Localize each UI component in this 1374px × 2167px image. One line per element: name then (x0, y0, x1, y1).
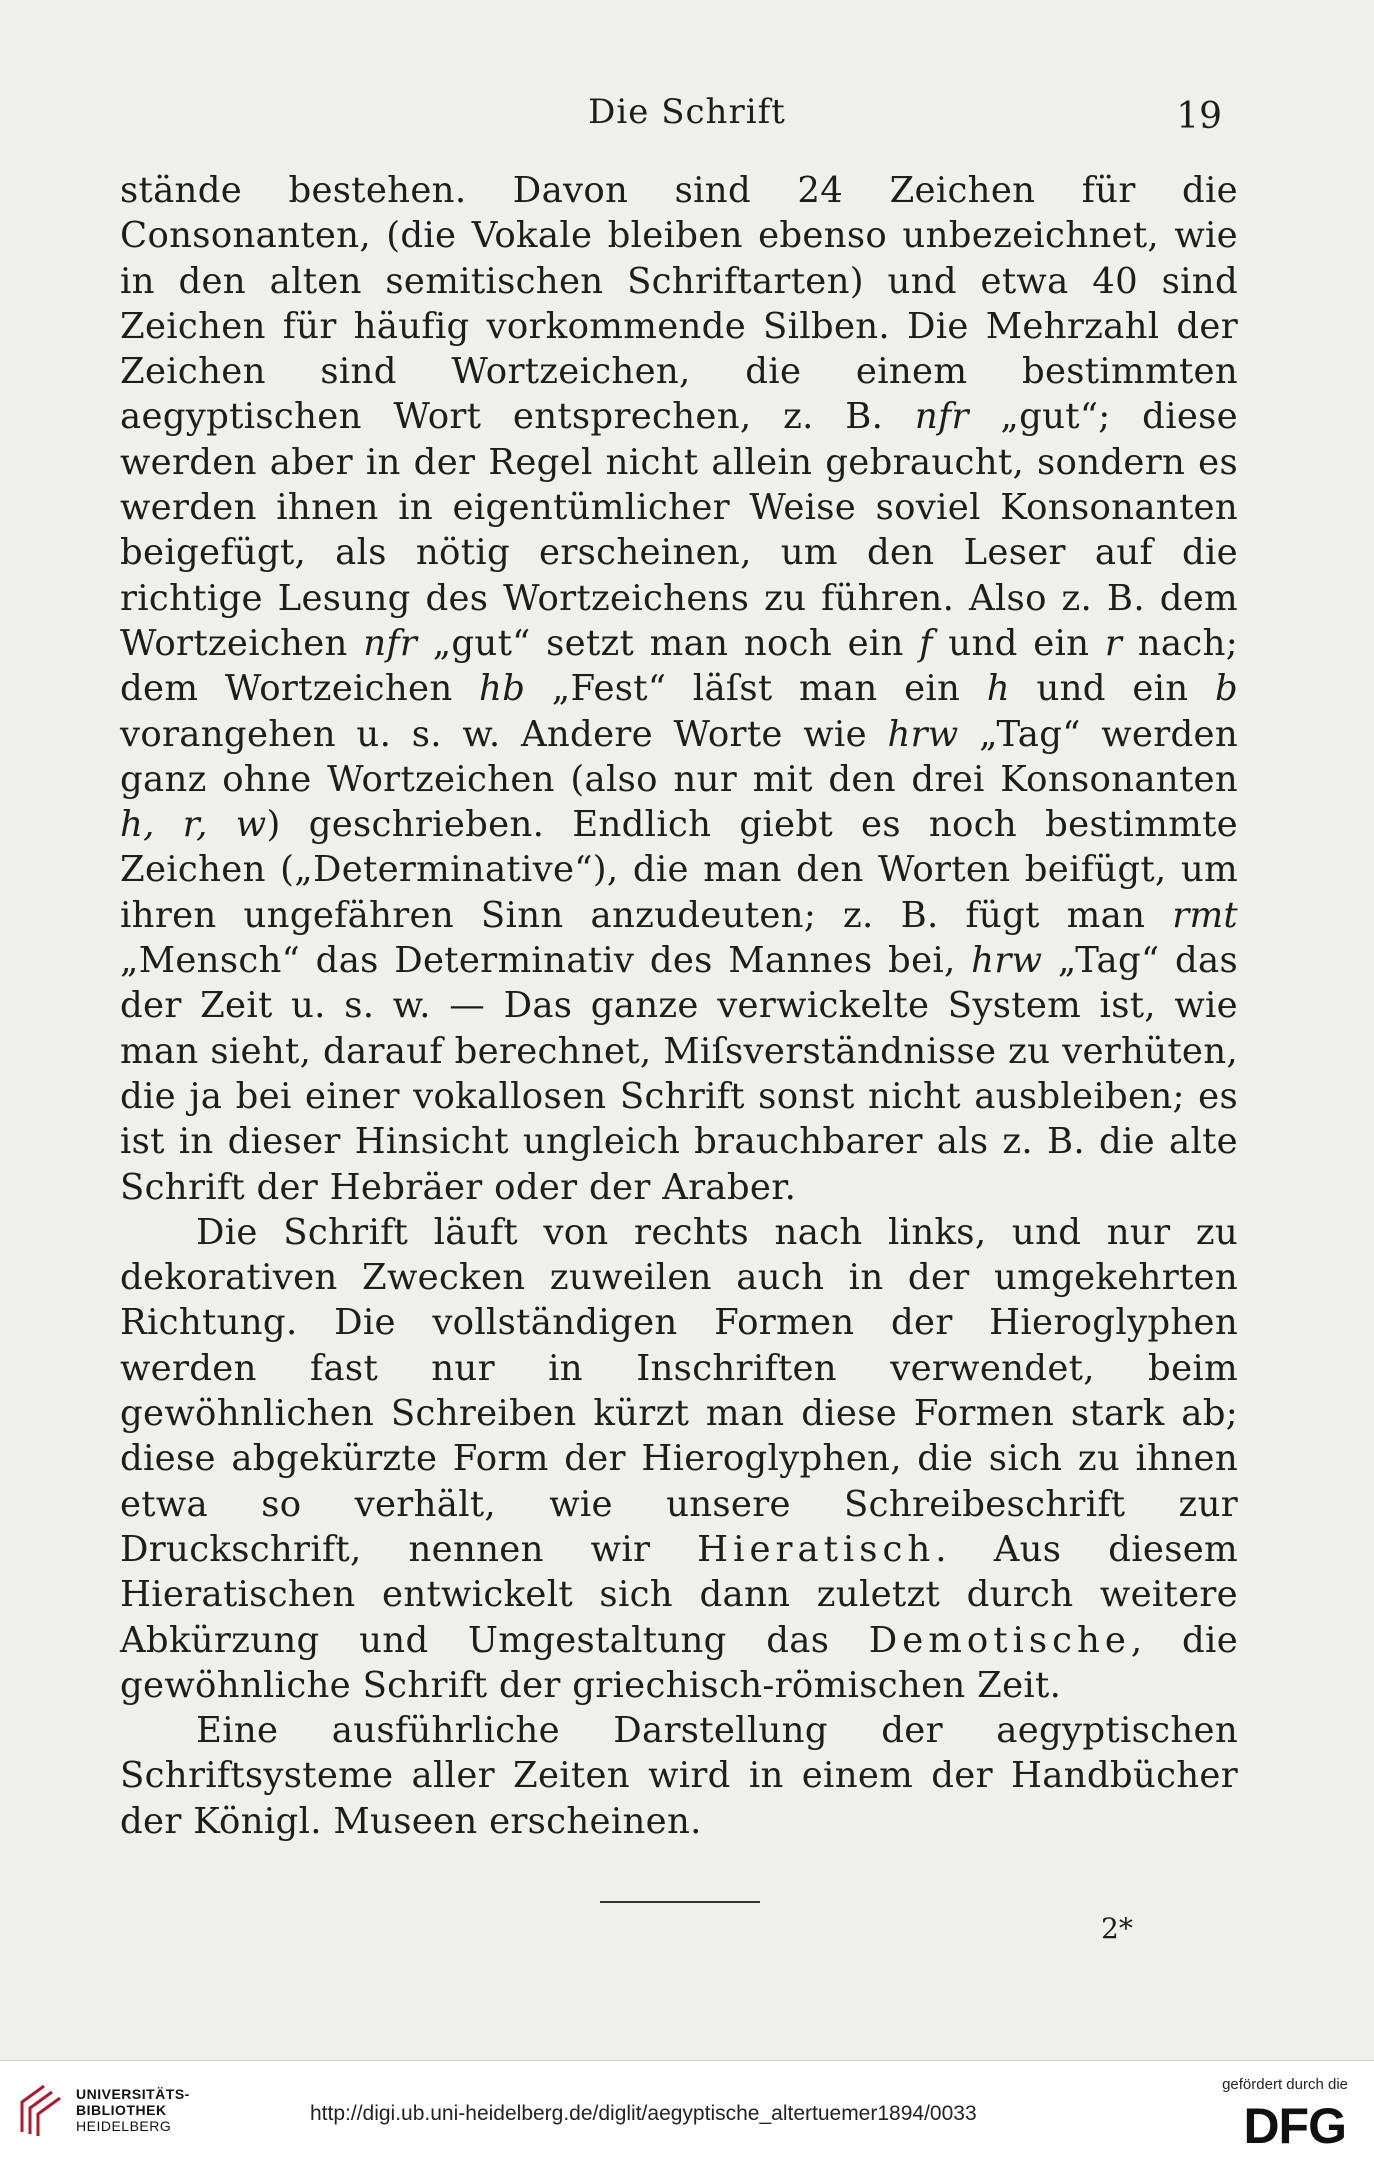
section-rule (600, 1901, 760, 1903)
text-run: . Aus diesem Hieratischen entwickelt sich dann zuletzt durch weitere Abkürzung und Umgestaltung das (120, 1528, 1239, 1661)
page-number: 19 (1176, 96, 1222, 137)
library-name (76, 2086, 190, 2134)
italic-term: f (919, 622, 933, 664)
text-run: ) geschrieben. Endlich giebt es noch bestimmte Zeichen („Determinative“), die man den Worten beifügt, um ihren ungefähren Sinn anzudeuten; z. B. fügt man (120, 804, 1238, 936)
text-run: Eine ausführliche Darstellung der aegyptischen Schriftsysteme aller Zeiten wird in einem der Handbücher der Königl. Museen erscheinen. (120, 1710, 1238, 1842)
text-run: „Tag“ das der Zeit u. s. w. — Das ganze verwickelte System ist, wie man sieht, darauf berechnet, Miſsverständnisse zu verhüten, die ja bei einer vokallosen Schrift sonst nicht ausbleiben; es ist in dieser Hinsicht ungleich brauchbarer als z. B. die alte Schrift der Hebräer oder der Araber. (120, 940, 1238, 1208)
permalink-url[interactable]: http://digi.ub.uni-heidelberg.de/diglit/aegyptische_altertuemer1894/0033 (310, 2102, 977, 2125)
library-line: HEIDELBERG (76, 2118, 172, 2134)
italic-term: r (1104, 622, 1123, 664)
italic-term: hrw (971, 940, 1043, 982)
paragraph (120, 168, 1238, 1210)
text-run: „gut“ setzt man noch ein (417, 622, 920, 664)
italic-term: b (1214, 668, 1239, 710)
text-run: und ein (1009, 668, 1215, 710)
italic-term: rmt (1172, 894, 1238, 936)
paragraph (120, 1210, 1238, 1708)
text-run: , die gewöhnliche Schrift der griechisch-römischen Zeit. (120, 1619, 1238, 1706)
text-run: Die Schrift läuft von rechts nach links, und nur zu dekorativen Zwecken zuweilen auch in der umgekehrten Richtung. Die vollständigen Formen der Hieroglyphen werden fast nur in Inschriften verwendet, beim gewöhnlichen Schreiben kürzt man diese Formen stark ab; diese abgekürzte Form der Hieroglyphen, die sich zu ihnen etwa so verhält, wie unsere Schreibeschrift zur Druckschrift, nennen wir (120, 1211, 1238, 1570)
running-head-title: Die Schrift (588, 92, 786, 132)
body-text (120, 168, 1238, 1844)
paragraph (120, 1708, 1238, 1844)
library-line: UNIVERSITÄTS- (76, 2086, 190, 2102)
italic-term: hb (479, 668, 526, 710)
text-run: nach; dem Wortzeichen (120, 622, 1239, 710)
text-run: stände bestehen. Davon sind 24 Zeichen für die Consonanten, (die Vokale bleiben ebenso unbezeichnet, wie in den alten semitischen Schriftarten) und etwa 40 sind Zeichen für häufig vorkommende Silben. Die Mehrzahl der Zeichen sind Wortzeichen, die einem bestimmten aegyptischen Wort entsprechen, z. B. (120, 170, 1238, 438)
spaced-term: Demotische (868, 1619, 1131, 1661)
text-run: „Fest“ läſst man ein (525, 668, 987, 710)
dfg-logo: DFG (1243, 2098, 1346, 2154)
spaced-term: Hieratisch (697, 1528, 936, 1570)
italic-term: hrw (887, 713, 959, 755)
signature-mark: 2* (1101, 1912, 1133, 1945)
library-logo-icon (14, 2080, 68, 2140)
italic-term: nfr (363, 622, 418, 664)
text-run: „Mensch“ das Determinativ des Mannes bei, (120, 940, 972, 982)
italic-term: h (986, 668, 1010, 710)
text-run: und ein (932, 622, 1105, 664)
running-head (0, 92, 1374, 142)
text-run: vorangehen u. s. w. Andere Worte wie (120, 713, 888, 755)
italic-term: nfr (914, 396, 969, 438)
italic-term: h, r, w (120, 804, 267, 846)
library-line: BIBLIOTHEK (76, 2102, 167, 2118)
funder-caption: gefördert durch die (1222, 2076, 1348, 2093)
text-run: „Tag“ werden ganz ohne Wortzeichen (also nur mit den drei Konsonanten (120, 713, 1238, 800)
text-run: „gut“; diese werden aber in der Regel nicht allein gebraucht, sondern es werden ihnen in eigentümlicher Weise soviel Konsonanten beigefügt, als nötig erscheinen, um den Leser auf die richtige Lesung des Wortzeichens zu führen. Also z. B. dem Wortzeichen (120, 396, 1238, 664)
